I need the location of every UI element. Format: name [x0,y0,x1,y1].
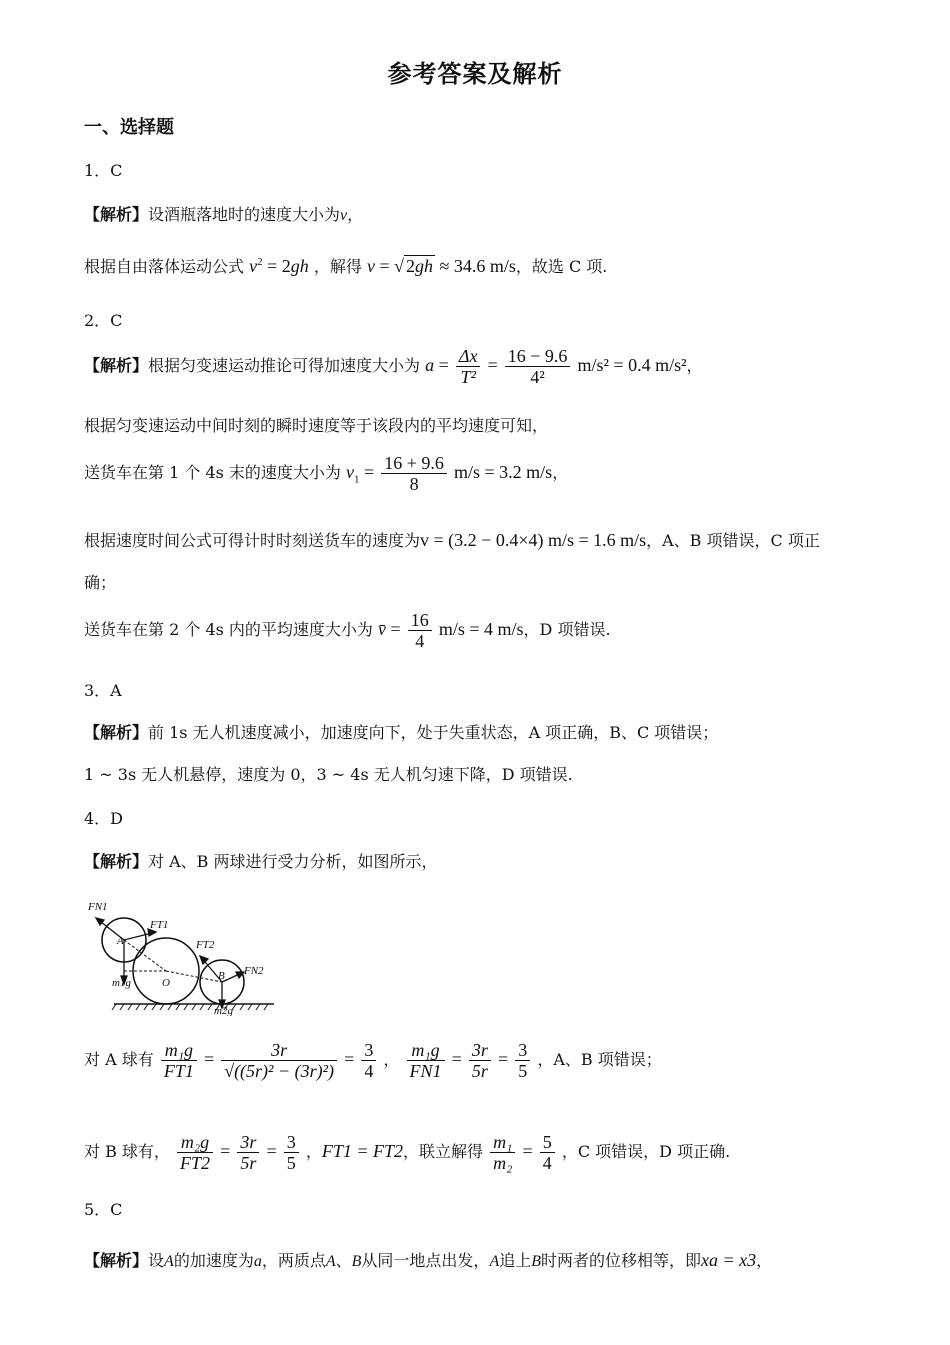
q3-number: 3．A [84,681,122,700]
q4-fracA6: $\frac{3}{5}$ [515,1040,530,1081]
q4-fracB4: $\frac{\text{m₁}}{\text{m₂}}$ [490,1132,515,1173]
q4-fracA4: $\frac{\text{m₁g}}{FN1}$ [407,1040,445,1081]
label-o: O [162,977,170,989]
q3-line1: 【解析】前 1s 无人机速度减小，加速度向下，处于失重状态，A 项正确，B、C 项错误； [84,723,719,742]
q2-frac2: $\frac{16 - 9.6}{\text{4²}}$ [505,346,571,387]
q2-line6: 送货车在第 2 个 4s 内的平均速度大小为 v̄ = $\frac{16}{4}$ m/s = 4 m/s，D 项错误. [84,610,611,651]
q2-frac1: $\frac{\Delta x}{\text{T²}}$ [456,346,481,387]
q4-line3: 对 B 球有， $\frac{\text{m₂g}}{FT2}$ = $\frac{3r}{5r}$ = $\frac{3}{5}$ ，FT1 = FT2，联立解得 $\frac{\text{m₁}}{\text{m₂}}$ = $\frac{5}{4}$ ，C 项错误，D 项正确. [84,1132,731,1173]
q2-line5: 确； [84,573,117,592]
q4-fracA2: $\frac{3r}{\text{√((5r)² − (3r)²)}}$ [221,1040,337,1081]
q4-line1: 【解析】对 A、B 两球进行受力分析，如图所示， [84,852,438,871]
label-ft1: FT1 [150,919,169,931]
q2-line3: 送货车在第 1 个 4s 末的速度大小为 $v_1$ = $\frac{16 + 9.6}{8}$ m/s = 3.2 m/s， [84,453,569,494]
label-b: B [218,970,225,982]
q4-fracB5: $\frac{5}{4}$ [540,1132,555,1173]
label-ft2: FT2 [196,939,215,951]
force-diagram [84,896,284,1016]
q4-number: 4．D [84,809,124,828]
q3-line2: 1 ~ 3s 无人机悬停，速度为 0，3 ~ 4s 无人机匀速下降，D 项错误. [84,765,573,784]
label-a: A [117,935,124,947]
q5-line1: 【解析】设A的加速度为a，两质点A、B从同一地点出发，A追上B时两者的位移相等，即xa = x3， [84,1250,773,1270]
label-fn1: FN1 [88,901,108,913]
page-title: 参考答案及解析 [387,59,563,88]
q2-number: 2．C [84,311,123,330]
q2-line4: 根据速度时间公式可得计时时刻送货车的速度为v = (3.2 − 0.4×4) m/s = 1.6 m/s，A、B 项错误，C 项正 [84,530,820,550]
label-m1g: m1g [112,977,131,989]
q2-frac3: $\frac{16 + 9.6}{8}$ [381,453,447,494]
section-heading: 一、选择题 [84,117,174,138]
q4-fracB2: $\frac{3r}{5r}$ [237,1132,259,1173]
q4-fracB1: $\frac{\text{m₂g}}{FT2}$ [177,1132,213,1173]
label-fn2: FN2 [244,965,264,977]
q5-number: 5．C [84,1200,123,1219]
q4-fracA1: $\frac{\text{m₁g}}{FT1}$ [161,1040,197,1081]
q1-line1: 【解析】设酒瓶落地时的速度大小为v， [84,205,364,224]
q1-number: 1．C [84,161,123,180]
label-m2g: m2g [214,1005,233,1016]
q2-frac4: $\frac{16}{4}$ [408,610,432,651]
q4-line2: 对 A 球有 $\frac{\text{m₁g}}{FT1}$ = $\frac{3r}{\text{√((5r)² − (3r)²)}}$ = $\frac{3}{4}$ ， $\frac{\text{m₁g}}{FN1}$ = $\frac{3r}{5r}$ = $\frac{3}{5}$ ，A、B 项错误； [84,1040,662,1081]
q4-fracA5: $\frac{3r}{5r}$ [469,1040,491,1081]
q4-fracA3: $\frac{3}{4}$ [361,1040,376,1081]
q2-line2: 根据匀变速运动中间时刻的瞬时速度等于该段内的平均速度可知， [84,416,549,435]
q2-line1: 【解析】根据匀变速运动推论可得加速度大小为 a = $\frac{\Delta x}{\text{T²}}$ = $\frac{16 - 9.6}{\text{4²}}$ m/s² = 0.4 m/s²， [84,346,703,387]
q1-line2: 根据自由落体运动公式 $v^2 = 2gh$ ，解得 v = √ 2gh ≈ 34.6 m/s，故选 C 项. [84,256,608,276]
q4-fracB3: $\frac{3}{5}$ [284,1132,299,1173]
